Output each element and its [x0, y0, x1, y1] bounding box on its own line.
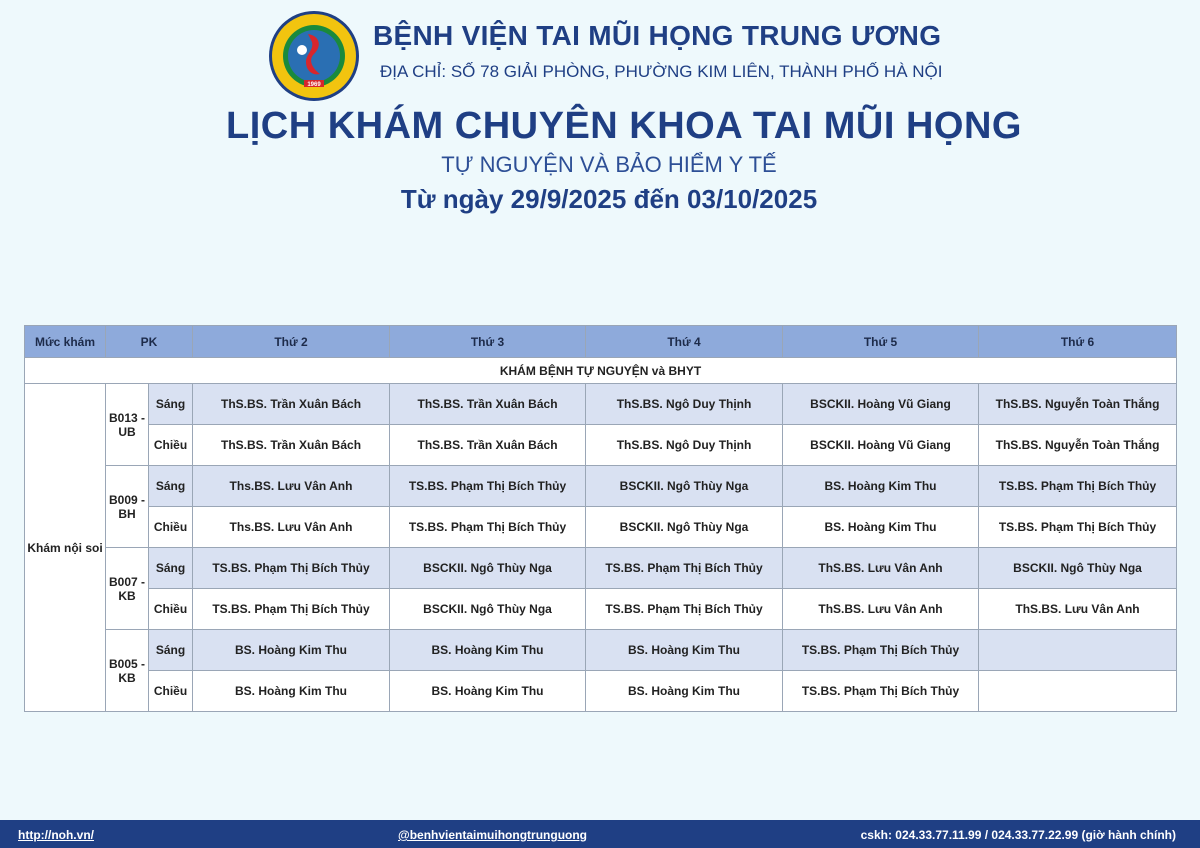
doctor-cell: ThS.BS. Nguyễn Toàn Thắng — [979, 425, 1177, 466]
table-header-row — [25, 326, 1177, 358]
contact-info: cskh: 024.33.77.11.99 / 024.33.77.22.99 (giờ hành chính) — [860, 828, 1176, 842]
col-header-thursday: Thứ 5 — [783, 326, 979, 358]
shift-label: Sáng — [149, 630, 193, 671]
doctor-cell: BSCKII. Ngô Thùy Nga — [390, 589, 586, 630]
section-label: KHÁM BỆNH TỰ NGUYỆN và BHYT — [25, 358, 1177, 384]
doctor-cell: BS. Hoàng Kim Thu — [193, 630, 390, 671]
shift-label: Chiều — [149, 671, 193, 712]
doctor-cell: BSCKII. Ngô Thùy Nga — [586, 466, 783, 507]
col-header-room: PK — [106, 326, 193, 358]
doctor-cell: TS.BS. Phạm Thị Bích Thủy — [390, 466, 586, 507]
doctor-cell: ThS.BS. Lưu Vân Anh — [783, 589, 979, 630]
page-title: LỊCH KHÁM CHUYÊN KHOA TAI MŨI HỌNG — [226, 105, 1022, 147]
doctor-cell: Ths.BS. Lưu Vân Anh — [193, 507, 390, 548]
doctor-cell: BS. Hoàng Kim Thu — [390, 630, 586, 671]
doctor-cell: ThS.BS. Lưu Vân Anh — [979, 589, 1177, 630]
hospital-logo — [268, 10, 360, 102]
date-range: Từ ngày 29/9/2025 đến 03/10/2025 — [400, 184, 818, 214]
doctor-cell: Ths.BS. Lưu Vân Anh — [193, 466, 390, 507]
doctor-cell: BS. Hoàng Kim Thu — [193, 671, 390, 712]
section-row — [25, 358, 1177, 384]
col-header-level: Mức khám — [25, 326, 106, 358]
hospital-address: ĐỊA CHỈ: SỐ 78 GIẢI PHÒNG, PHƯỜNG KIM LIÊN, THÀNH PHỐ HÀ NỘI — [380, 62, 943, 81]
table-row — [25, 425, 1177, 466]
page-header — [0, 0, 1200, 300]
doctor-cell: ThS.BS. Lưu Vân Anh — [783, 548, 979, 589]
doctor-cell: TS.BS. Phạm Thị Bích Thủy — [979, 507, 1177, 548]
doctor-cell: BS. Hoàng Kim Thu — [783, 507, 979, 548]
doctor-cell: BSCKII. Ngô Thùy Nga — [390, 548, 586, 589]
logo-year: 1969 — [307, 82, 321, 88]
facebook-link[interactable]: @benhvientaimuihongtrunguong — [398, 828, 588, 842]
doctor-cell: TS.BS. Phạm Thị Bích Thủy — [979, 466, 1177, 507]
doctor-cell: ThS.BS. Trần Xuân Bách — [193, 425, 390, 466]
hospital-name: BỆNH VIỆN TAI MŨI HỌNG TRUNG ƯƠNG — [373, 20, 942, 51]
doctor-cell: ThS.BS. Ngô Duy Thịnh — [586, 425, 783, 466]
doctor-cell: TS.BS. Phạm Thị Bích Thủy — [390, 507, 586, 548]
doctor-cell — [979, 671, 1177, 712]
table-row — [25, 507, 1177, 548]
doctor-cell: BS. Hoàng Kim Thu — [586, 671, 783, 712]
doctor-cell: BSCKII. Hoàng Vũ Giang — [783, 425, 979, 466]
table-row — [25, 630, 1177, 671]
doctor-cell: ThS.BS. Trần Xuân Bách — [390, 384, 586, 425]
shift-label: Sáng — [149, 548, 193, 589]
doctor-cell: TS.BS. Phạm Thị Bích Thủy — [193, 589, 390, 630]
room-label: B007 - KB — [106, 548, 149, 630]
col-header-wednesday: Thứ 4 — [586, 326, 783, 358]
col-header-friday: Thứ 6 — [979, 326, 1177, 358]
doctor-cell — [979, 630, 1177, 671]
doctor-cell: TS.BS. Phạm Thị Bích Thủy — [586, 589, 783, 630]
doctor-cell: ThS.BS. Trần Xuân Bách — [193, 384, 390, 425]
shift-label: Sáng — [149, 384, 193, 425]
doctor-cell: TS.BS. Phạm Thị Bích Thủy — [783, 630, 979, 671]
shift-label: Chiều — [149, 425, 193, 466]
website-link[interactable]: http://noh.vn/ — [18, 828, 94, 842]
col-header-tuesday: Thứ 3 — [390, 326, 586, 358]
table-row — [25, 548, 1177, 589]
page-subtitle: TỰ NGUYỆN VÀ BẢO HIỂM Y TẾ — [441, 152, 777, 177]
level-label: Khám nội soi — [25, 384, 106, 712]
room-label: B009 - BH — [106, 466, 149, 548]
table-row — [25, 466, 1177, 507]
doctor-cell: TS.BS. Phạm Thị Bích Thủy — [586, 548, 783, 589]
doctor-cell: BS. Hoàng Kim Thu — [390, 671, 586, 712]
doctor-cell: TS.BS. Phạm Thị Bích Thủy — [783, 671, 979, 712]
doctor-cell: TS.BS. Phạm Thị Bích Thủy — [193, 548, 390, 589]
table-row — [25, 384, 1177, 425]
shift-label: Chiều — [149, 589, 193, 630]
page-footer — [0, 820, 1200, 848]
room-label: B013 - UB — [106, 384, 149, 466]
doctor-cell: ThS.BS. Nguyễn Toàn Thắng — [979, 384, 1177, 425]
doctor-cell: BSCKII. Ngô Thùy Nga — [979, 548, 1177, 589]
table-row — [25, 589, 1177, 630]
doctor-cell: BSCKII. Hoàng Vũ Giang — [783, 384, 979, 425]
doctor-cell: ThS.BS. Ngô Duy Thịnh — [586, 384, 783, 425]
room-label: B005 - KB — [106, 630, 149, 712]
doctor-cell: ThS.BS. Trần Xuân Bách — [390, 425, 586, 466]
doctor-cell: BS. Hoàng Kim Thu — [586, 630, 783, 671]
shift-label: Chiều — [149, 507, 193, 548]
doctor-cell: BS. Hoàng Kim Thu — [783, 466, 979, 507]
shift-label: Sáng — [149, 466, 193, 507]
schedule-table — [24, 325, 1177, 712]
col-header-monday: Thứ 2 — [193, 326, 390, 358]
table-row — [25, 671, 1177, 712]
doctor-cell: BSCKII. Ngô Thùy Nga — [586, 507, 783, 548]
